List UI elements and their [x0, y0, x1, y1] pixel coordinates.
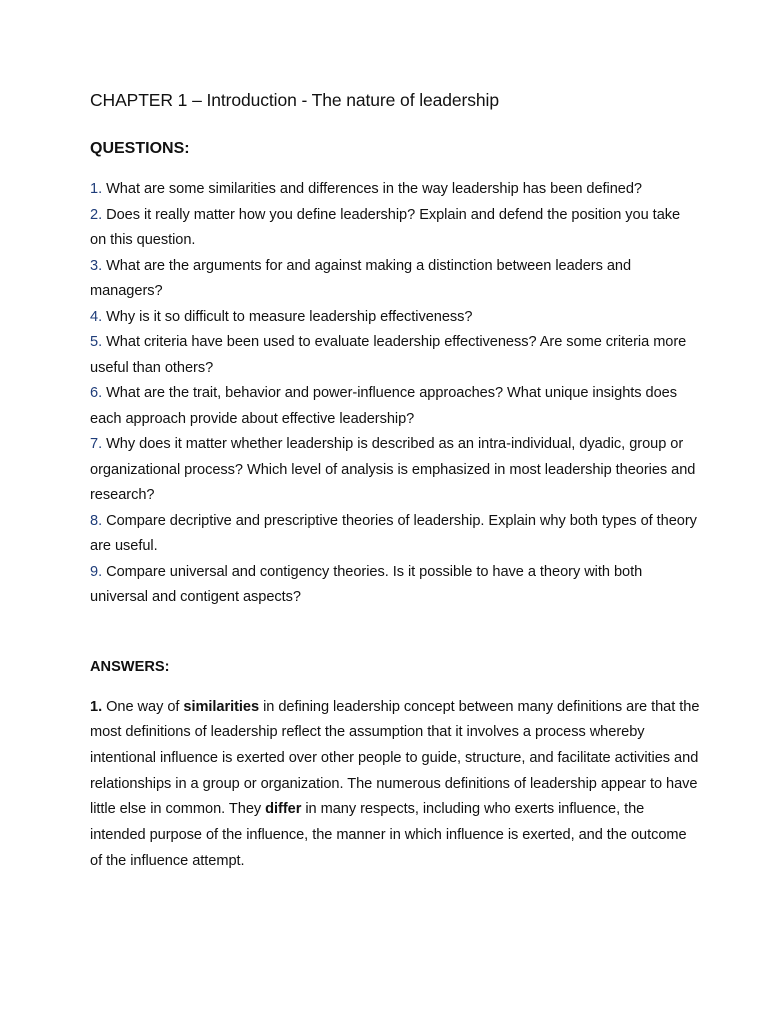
- question-text: What are some similarities and differences in the way leadership has been defined?: [102, 181, 642, 197]
- question-item: [90, 330, 700, 381]
- question-text: What are the arguments for and against making a distinction between leaders and managers?: [90, 257, 632, 299]
- chapter-title: CHAPTER 1 – Introduction - The nature of leadership: [90, 90, 499, 110]
- question-text: What criteria have been used to evaluate leadership effectiveness? Are some criteria more useful than others?: [90, 334, 687, 376]
- answer-text: One way of: [102, 698, 184, 715]
- question-text: Why does it matter whether leadership is described as an intra-individual, dyadic, group or organizational process? Which level of analysis is emphasized in most leadership theories and research?: [90, 436, 696, 503]
- answer-emphasis: similarities: [183, 698, 260, 715]
- answer-text: in many respects, including who exerts influence, the intended purpose of the influence, the manner in which influence is exerted, and the outcome of the influence attempt.: [90, 801, 687, 869]
- question-number: 3.: [90, 257, 103, 274]
- question-number: 1.: [90, 181, 103, 197]
- document-page: [90, 88, 700, 889]
- questions-heading: QUESTIONS:: [90, 140, 190, 157]
- question-text: What are the trait, behavior and power-influence approaches? What unique insights does each approach provide about effective leadership?: [90, 385, 677, 427]
- answers-heading: ANSWERS:: [90, 658, 170, 675]
- question-number: 2.: [90, 206, 103, 223]
- question-number: 9.: [90, 563, 103, 580]
- question-text: Does it really matter how you define leadership? Explain and defend the position you take on this question.: [90, 206, 681, 248]
- question-item: [90, 560, 700, 611]
- questions-list: [90, 177, 700, 611]
- question-item: [90, 432, 700, 509]
- answer-emphasis: differ: [265, 801, 302, 818]
- question-item: [90, 177, 700, 203]
- question-number: 5.: [90, 334, 103, 350]
- question-number: 4.: [90, 308, 103, 325]
- question-item: [90, 305, 700, 331]
- question-number: 8.: [90, 512, 103, 529]
- answer-item: [90, 695, 700, 875]
- question-text: Compare decriptive and prescriptive theories of leadership. Explain why both types of theory are useful.: [90, 512, 697, 554]
- question-text: Compare universal and contigency theories. Is it possible to have a theory with both universal and contigent aspects?: [90, 563, 643, 605]
- question-text: Why is it so difficult to measure leadership effectiveness?: [102, 308, 473, 325]
- question-item: [90, 203, 700, 254]
- answer-text: in defining leadership concept between many definitions are that the most definitions of leadership reflect the assumption that it involves a process whereby intentional influence is exerted over other people to guide, structure, and facilitate activities and relationships in a group or organization. The numerous definitions of leadership appear to have little else in common. They: [90, 698, 700, 818]
- answer-number: 1.: [90, 698, 103, 715]
- question-item: [90, 509, 700, 560]
- question-item: [90, 254, 700, 305]
- question-number: 6.: [90, 385, 103, 401]
- question-number: 7.: [90, 436, 103, 452]
- question-item: [90, 381, 700, 432]
